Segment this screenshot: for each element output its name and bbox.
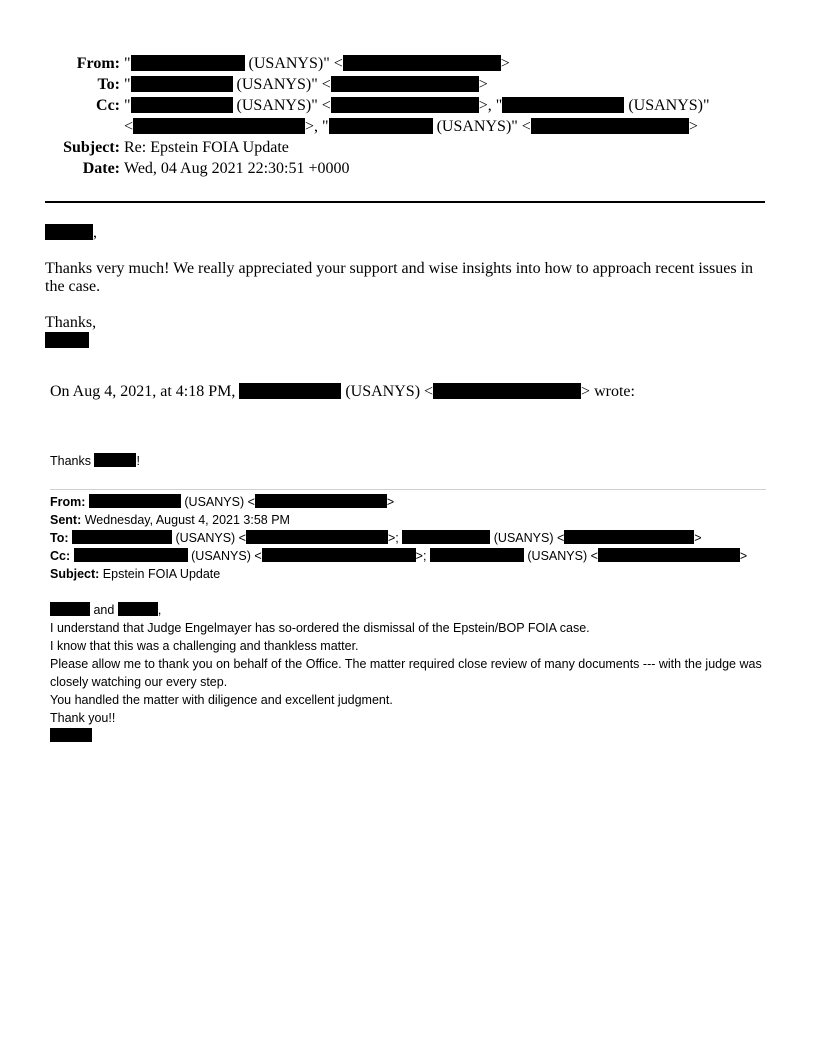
redaction	[131, 97, 233, 113]
reply-paragraph: Thanks very much! We really appreciated your support and wise insights into how to approach recent issues in the case.	[45, 260, 754, 295]
original-sent: Sent: Wednesday, August 4, 2021 3:58 PM	[50, 513, 290, 527]
original-from: From: (USANYS) < >	[50, 495, 395, 509]
redaction	[433, 383, 581, 399]
redaction	[50, 728, 92, 742]
cc-text: >, "	[478, 97, 503, 114]
subject-row	[40, 137, 780, 158]
email-header	[40, 53, 780, 179]
subject-value: Re: Epstein FOIA Update	[124, 139, 289, 156]
redaction	[564, 530, 694, 544]
date-label: Date:	[82, 160, 120, 177]
to-quote: "	[124, 76, 131, 93]
from-row	[40, 53, 780, 74]
original-to: To: (USANYS) < >; (USANYS) < >	[50, 531, 702, 545]
original-subject: Subject: Epstein FOIA Update	[50, 567, 221, 581]
cc-text: (USANYS)"	[628, 97, 710, 114]
redaction	[45, 332, 89, 348]
body-line: I know that this was a challenging and thankless matter.	[50, 639, 359, 653]
cc-text: (USANYS)" <	[436, 118, 531, 135]
quote-intro: On Aug 4, 2021, at 4:18 PM, (USANYS) < > wrote:	[50, 383, 635, 400]
redaction	[118, 602, 158, 616]
redaction	[598, 548, 740, 562]
redaction	[246, 530, 388, 544]
cc-row-2	[40, 116, 780, 137]
to-org: (USANYS)" <	[236, 76, 331, 93]
redaction	[262, 548, 416, 562]
reply-closing: Thanks,	[45, 314, 97, 331]
redaction	[255, 494, 387, 508]
body-line: I understand that Judge Engelmayer has so-ordered the dismissal of the Epstein/BOP FOIA case.	[50, 621, 590, 635]
cc-text: >, "	[305, 118, 329, 135]
from-org: (USANYS)" <	[248, 55, 343, 72]
redaction	[94, 453, 136, 467]
redaction	[343, 55, 501, 71]
original-cc: Cc: (USANYS) < >; (USANYS) < >	[50, 549, 748, 563]
inner-thanks: Thanks !	[50, 454, 140, 468]
signature	[50, 727, 766, 745]
to-row	[40, 74, 780, 95]
body-line: You handled the matter with diligence and excellent judgment.	[50, 693, 393, 707]
redaction	[531, 118, 689, 134]
redaction	[402, 530, 490, 544]
greeting-comma: ,	[93, 224, 97, 241]
redaction	[329, 118, 433, 134]
cc-row	[40, 95, 780, 116]
cc-text: (USANYS)" <	[236, 97, 331, 114]
quote-divider	[50, 489, 766, 490]
redaction	[331, 76, 479, 92]
body-line: Please allow me to thank you on behalf of the Office. The matter required close review of many documents --- with the judge was closely watching our every step.	[50, 657, 762, 689]
cc-text: >	[688, 118, 698, 135]
redaction	[89, 494, 181, 508]
header-divider	[45, 201, 765, 203]
redaction	[50, 602, 90, 616]
from-label: From:	[76, 55, 120, 72]
redaction	[45, 224, 93, 240]
from-quote: "	[124, 55, 131, 72]
date-row	[40, 158, 780, 179]
redaction	[239, 383, 341, 399]
redaction	[131, 76, 233, 92]
redaction	[72, 530, 172, 544]
original-body	[50, 619, 766, 745]
redaction	[133, 118, 305, 134]
cc-text: "	[124, 97, 131, 114]
greeting	[45, 224, 765, 242]
signature	[45, 332, 765, 350]
redaction	[502, 97, 624, 113]
subject-label: Subject:	[63, 139, 120, 156]
redaction	[430, 548, 524, 562]
cc-text: <	[124, 118, 134, 135]
body-line: Thank you!!	[50, 711, 116, 725]
to-label: To:	[97, 76, 120, 93]
date-value: Wed, 04 Aug 2021 22:30:51 +0000	[124, 160, 350, 177]
redaction	[331, 97, 479, 113]
from-end: >	[500, 55, 510, 72]
redaction	[74, 548, 188, 562]
to-end: >	[478, 76, 488, 93]
redaction	[131, 55, 245, 71]
original-greeting: and ,	[50, 601, 766, 619]
cc-label: Cc:	[96, 97, 120, 114]
